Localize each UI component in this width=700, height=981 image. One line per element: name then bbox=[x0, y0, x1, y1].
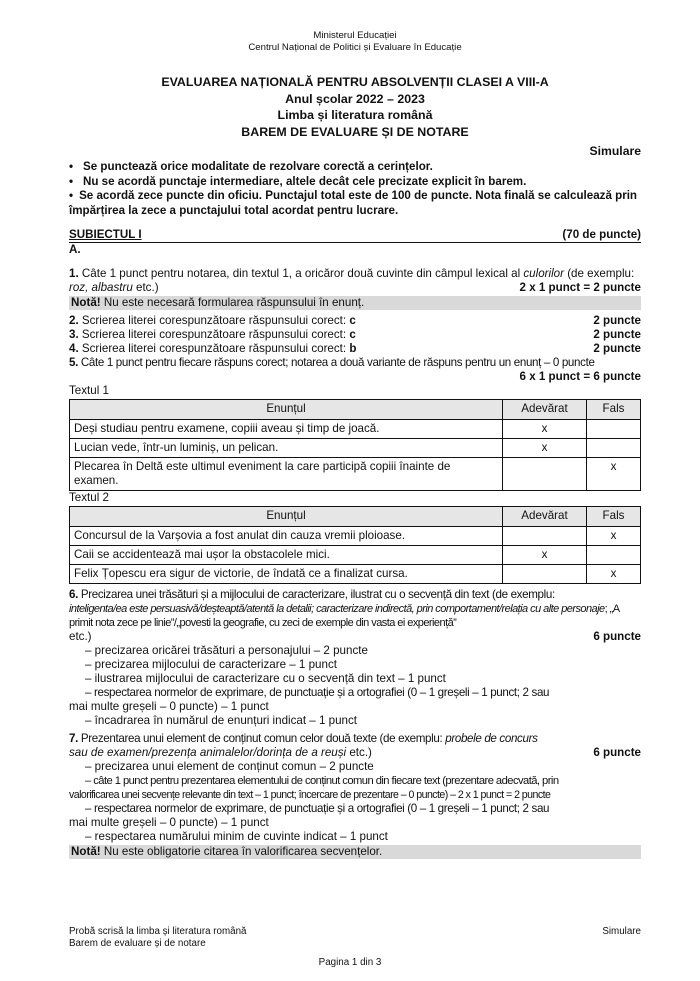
table-2-label: Textul 2 bbox=[69, 491, 109, 504]
table-row: Lucian vede, într-un luminiș, un pelican. x bbox=[70, 439, 641, 458]
item-5-score: 6 x 1 punct = 6 puncte bbox=[519, 370, 641, 383]
item-7-note: Notă! Nu este obligatorie citarea în valorificarea secvențelor. bbox=[69, 845, 641, 859]
ministry-header bbox=[69, 30, 641, 54]
criterion: – precizarea unui element de conținut comun – 2 puncte bbox=[85, 760, 374, 773]
footer-line-2: Barem de evaluare și de notare bbox=[69, 938, 206, 949]
table-1-label: Textul 1 bbox=[69, 384, 109, 397]
criterion: mai multe greșeli – 0 puncte) – 1 punct bbox=[69, 816, 269, 829]
item-1-note: Notă! Nu este necesară formularea răspunsului în enunț. bbox=[69, 296, 641, 310]
item-1-score: 2 x 1 punct = 2 puncte bbox=[519, 281, 641, 294]
table-row: Deși studiau pentru examene, copiii aveau și timp de joacă. x bbox=[70, 420, 641, 439]
criterion: – respectarea normelor de exprimare, de punctuație și a ortografiei (0 – 1 greșeli – 1 punct; 2 sau bbox=[85, 802, 550, 815]
school-year: Anul școlar 2022 – 2023 bbox=[285, 91, 425, 106]
table-row: Plecarea în Deltă este ultimul eveniment la care participă copiii înainte de examen. x bbox=[70, 458, 641, 491]
bullet-icon: • bbox=[69, 189, 74, 202]
true-false-table-2 bbox=[69, 506, 641, 584]
criterion: – respectarea normelor de exprimare, de punctuație și a ortografiei (0 – 1 greșeli – 1 punct; 2 sau bbox=[85, 686, 550, 699]
center-name: Centrul Național de Politici și Evaluare în Educație bbox=[248, 42, 462, 53]
exam-title: EVALUAREA NAȚIONALĂ PENTRU ABSOLVENȚII CLASEI A VIII-A bbox=[161, 75, 549, 89]
criterion: – ilustrarea mijlocului de caracterizare cu o secvență din text – 1 punct bbox=[85, 672, 446, 685]
bullet-icon: • bbox=[69, 174, 74, 188]
criterion: – precizarea mijlocului de caracterizare – 1 punct bbox=[85, 658, 337, 671]
rules-list bbox=[69, 160, 641, 218]
criterion: – precizarea oricărei trăsături a personajului – 2 puncte bbox=[85, 644, 368, 657]
title-block bbox=[69, 74, 641, 140]
item-1: 1. Câte 1 punct pentru notarea, din textul 1, a oricăror două cuvinte din câmpul lexical al culorilor (de exemplu: roz, albastru etc.) 2 x 1 punct = 2 puncte bbox=[69, 267, 641, 294]
criterion: – câte 1 punct pentru prezentarea elementului de conținut comun din fiecare text (prezentare adecvată, prin bbox=[85, 775, 559, 787]
rule-item: • Se acordă zece puncte din oficiu. Punctajul total este de 100 de puncte. Nota finală se calculează prin împărțirea la zece a punctajului total acordat pentru lucrare. bbox=[69, 189, 638, 217]
criterion: mai multe greșeli – 0 puncte) – 1 punct bbox=[69, 700, 269, 713]
criterion: – respectarea numărului minim de cuvinte indicat – 1 punct bbox=[85, 830, 388, 843]
item-4: 4. Scrierea literei corespunzătoare răspunsului corect: b 2 puncte bbox=[69, 342, 641, 355]
item-2: 2. Scrierea literei corespunzătoare răspunsului corect: c 2 puncte bbox=[69, 314, 641, 327]
page-number: Pagina 1 din 3 bbox=[318, 957, 382, 968]
true-false-table-1 bbox=[69, 399, 641, 491]
table-row: Caii se accidentează mai ușor la obstacolele mici. x bbox=[70, 546, 641, 565]
rule-item: • Se punctează orice modalitate de rezolvare corectă a cerințelor. bbox=[69, 160, 433, 173]
item-7: 7. Prezentarea unui element de conținut comun celor două texte (de exemplu: probele de concurs sau de examen/prezența animalelor/dorința de a reuși etc.) 6 puncte – precizarea unui element de conținut comun – 2 puncte – câte 1 punct pentru prezentarea elementului de conținut comun din fiecare text (prezentare adecvată, prin valorificarea unei secvențe relevante din text – 1 punct; încercare de prezentare – 0 puncte) – 2 x 1 punct = 2 puncte – respectarea normelor de exprimare, de punctuație și a ortografiei (0 – 1 greșeli – 1 punct; 2 sau mai multe greșeli – 0 puncte) – 1 punct – respectarea numărului minim de cuvinte indicat – 1 punct Notă! Nu este obligatorie citarea în valorificarea secvențelor. bbox=[69, 732, 641, 858]
table-row: Concursul de la Varșovia a fost anulat din cauza vremii ploioase. x bbox=[70, 527, 641, 546]
subject-header bbox=[69, 228, 641, 243]
item-3: 3. Scrierea literei corespunzătoare răspunsului corect: c 2 puncte bbox=[69, 328, 641, 341]
item-6: 6. Precizarea unei trăsături și a mijlocului de caracterizare, ilustrat cu o secvență din text (de exemplu: inteligenta/ea este persuasivă/deșteaptă/atentă la detalii; caracterizare indirectă, prin comportament/relația cu alte personaje; „A primit nota zece pe linie”/„povesti la geografie, cu zeci de exemple din vasta ei experiență” etc.) 6 puncte – precizarea oricărei trăsături a personajului – 2 puncte – precizarea mijlocului de caracterizare – 1 punct – ilustrarea mijlocului de caracterizare cu o secvență din text – 1 punct – respectarea normelor de exprimare, de punctuație și a ortografiei (0 – 1 greșeli – 1 punct; 2 sau mai multe greșeli – 0 puncte) – 1 punct – încadrarea în numărul de enunțuri indicat – 1 punct bbox=[69, 588, 641, 727]
criterion: – încadrarea în numărul de enunțuri indicat – 1 punct bbox=[85, 714, 357, 727]
page-footer bbox=[69, 926, 641, 950]
rule-item: • Nu se acordă punctaje intermediare, altele decât cele precizate explicit în barem. bbox=[69, 174, 527, 188]
table-header-row: Enunțul Adevărat Fals bbox=[70, 507, 641, 527]
subject-label: SUBIECTUL I bbox=[69, 228, 142, 241]
item-5: 5. Câte 1 punct pentru fiecare răspuns corect; notarea a două variante de răspuns pentru un enunț – 0 puncte bbox=[69, 356, 595, 369]
table-row: Felix Țopescu era sigur de victorie, de îndată ce a finalizat cursa. x bbox=[70, 565, 641, 584]
doc-type: BAREM DE EVALUARE ȘI DE NOTARE bbox=[241, 124, 469, 139]
footer-simulation: Simulare bbox=[602, 926, 641, 937]
subject-part: A. bbox=[69, 243, 81, 256]
criterion: valorificarea unei secvențe relevante din text – 1 punct; încercare de prezentare – 0 puncte) – 2 x 1 punct = 2 puncte bbox=[69, 789, 551, 801]
footer-line-1: Probă scrisă la limba și literatura română bbox=[69, 926, 247, 937]
subject-name: Limba și literatura română bbox=[277, 108, 433, 122]
table-header-row: Enunțul Adevărat Fals bbox=[70, 400, 641, 420]
simulation-label: Simulare bbox=[589, 144, 641, 158]
ministry-name: Ministerul Educației bbox=[313, 30, 397, 41]
bullet-icon: • bbox=[69, 160, 74, 173]
subject-points: (70 de puncte) bbox=[562, 228, 641, 241]
